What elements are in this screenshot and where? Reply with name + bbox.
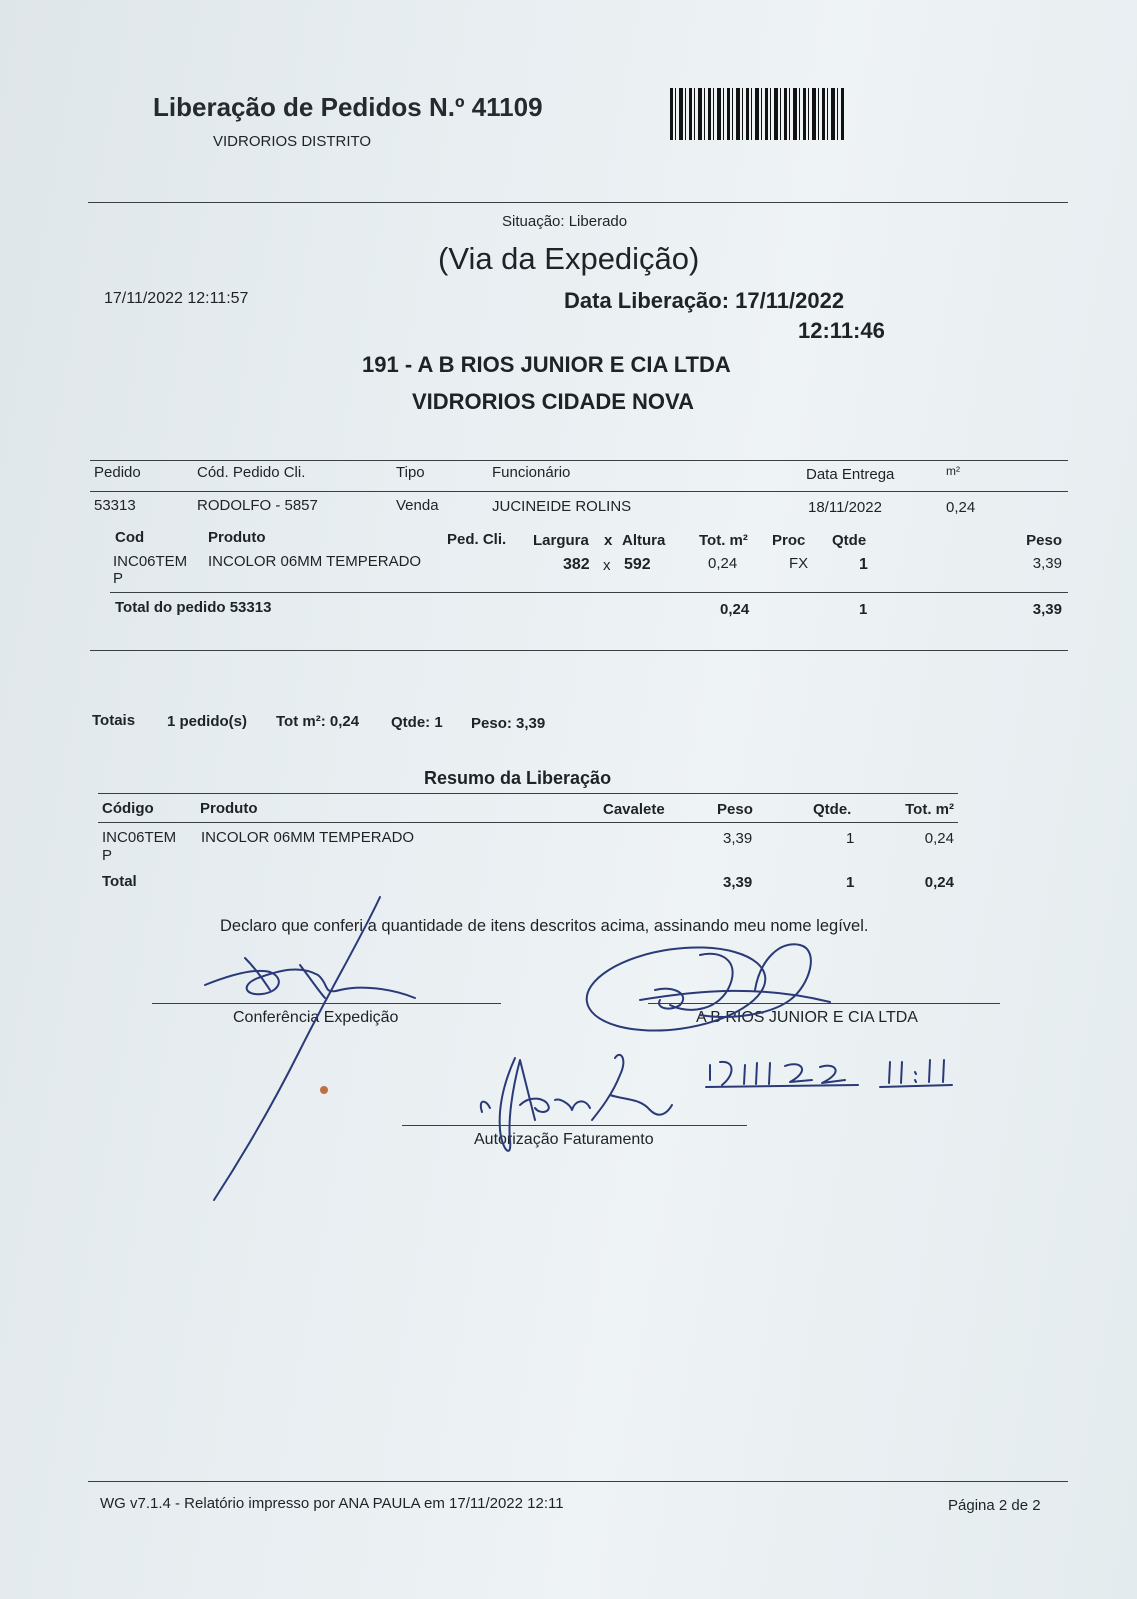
summary-total-qtde: 1 — [846, 874, 855, 891]
divider — [90, 491, 1068, 492]
summary-code-wrap: P — [102, 847, 113, 864]
employee-name: JUCINEIDE ROLINS — [492, 498, 632, 515]
divider — [110, 592, 1068, 593]
col-header-tipo: Tipo — [396, 464, 425, 481]
col-header-cod-pedido-cli: Cód. Pedido Cli. — [197, 464, 306, 481]
summary-header-cavalete: Cavalete — [603, 801, 665, 818]
order-total-qtde: 1 — [859, 601, 868, 618]
copy-type: (Via da Expedição) — [438, 241, 700, 276]
release-date: Data Liberação: 17/11/2022 — [564, 288, 845, 313]
divider — [90, 650, 1068, 651]
summary-title: Resumo da Liberação — [424, 768, 612, 788]
signature-line-conferencia — [152, 1003, 501, 1004]
item-peso: 3,39 — [1032, 555, 1062, 572]
signature-stroke — [214, 897, 380, 1200]
divider — [88, 202, 1068, 203]
totals-label: Totais — [92, 712, 136, 729]
item-x: x — [603, 557, 611, 574]
status-text: Situação: Liberado — [502, 213, 628, 230]
summary-total-peso: 3,39 — [723, 874, 753, 891]
col-header-pedido: Pedido — [94, 464, 141, 481]
client-name: 191 - A B RIOS JUNIOR E CIA LTDA — [362, 352, 731, 377]
totals-pedidos: 1 pedido(s) — [167, 713, 248, 730]
release-time: 12:11:46 — [798, 318, 885, 343]
page-number: Página 2 de 2 — [948, 1497, 1041, 1514]
col-header-qtde: Qtde — [832, 532, 867, 549]
client-store: VIDRORIOS CIDADE NOVA — [412, 389, 694, 414]
item-code: INC06TEM — [113, 553, 188, 570]
item-width: 382 — [563, 556, 590, 573]
summary-total-m2: 0,24 — [924, 874, 954, 891]
signature-label-autorizacao: Autorização Faturamento — [474, 1131, 654, 1148]
col-header-largura: Largura — [533, 532, 589, 549]
col-header-x: x — [604, 532, 613, 549]
totals-peso: Peso: 3,39 — [471, 715, 546, 732]
summary-peso: 3,39 — [723, 830, 753, 847]
col-header-m2: m² — [946, 464, 960, 478]
summary-total-label: Total — [102, 873, 137, 890]
printed-timestamp: 17/11/2022 12:11:57 — [104, 290, 249, 307]
summary-product: INCOLOR 06MM TEMPERADO — [201, 829, 415, 846]
col-header-ped-cli: Ped. Cli. — [447, 531, 507, 548]
barcode — [670, 88, 846, 140]
summary-header-peso: Peso — [717, 801, 753, 818]
order-total-m2: 0,24 — [720, 601, 750, 618]
summary-header-tot-m2: Tot. m² — [905, 801, 954, 818]
summary-tot-m2: 0,24 — [924, 830, 954, 847]
item-tot-m2: 0,24 — [708, 555, 738, 572]
item-height: 592 — [624, 556, 651, 573]
divider — [98, 822, 958, 823]
declaration-text: Declaro que conferi a quantidade de itens descritos acima, assinando meu nome legível. — [220, 917, 869, 935]
totals-m2: Tot m²: 0,24 — [276, 713, 360, 730]
divider — [90, 460, 1068, 461]
signature-label-company: A B RIOS JUNIOR E CIA LTDA — [696, 1009, 918, 1026]
order-total-peso: 3,39 — [1032, 601, 1062, 618]
summary-header-codigo: Código — [102, 800, 154, 817]
divider — [88, 1481, 1068, 1482]
signature-line-autorizacao — [402, 1125, 747, 1126]
col-header-altura: Altura — [622, 532, 666, 549]
signature-line-company — [648, 1003, 1000, 1004]
col-header-data-entrega: Data Entrega — [806, 466, 895, 483]
col-header-produto: Produto — [208, 529, 266, 546]
totals-qtde: Qtde: 1 — [391, 714, 443, 731]
item-product: INCOLOR 06MM TEMPERADO — [208, 553, 422, 570]
footer-print-info: WG v7.1.4 - Relatório impresso por ANA PAULA em 17/11/2022 12:11 — [100, 1495, 564, 1512]
summary-header-produto: Produto — [200, 800, 258, 817]
item-qtde: 1 — [859, 556, 868, 573]
summary-header-qtde: Qtde. — [813, 801, 852, 818]
divider — [98, 793, 958, 794]
item-code-wrap: P — [113, 570, 124, 587]
order-m2: 0,24 — [946, 499, 976, 516]
order-type: Venda — [396, 497, 439, 514]
col-header-cod: Cod — [115, 529, 145, 546]
col-header-funcionario: Funcionário — [492, 464, 571, 481]
col-header-tot-m2: Tot. m² — [699, 532, 748, 549]
delivery-date: 18/11/2022 — [808, 499, 882, 516]
order-number: 53313 — [94, 497, 136, 514]
stain-dot — [320, 1086, 328, 1094]
summary-qtde: 1 — [846, 830, 855, 847]
document-title: Liberação de Pedidos N.º 41109 — [153, 92, 543, 122]
col-header-proc: Proc — [772, 532, 806, 549]
signature-label-conferencia: Conferência Expedição — [233, 1009, 399, 1026]
item-proc: FX — [789, 555, 809, 572]
branch-name: VIDRORIOS DISTRITO — [213, 133, 372, 150]
summary-code: INC06TEM — [102, 829, 177, 846]
col-header-peso: Peso — [1026, 532, 1062, 549]
order-total-label: Total do pedido 53313 — [115, 599, 272, 616]
client-order-code: RODOLFO - 5857 — [197, 497, 318, 514]
